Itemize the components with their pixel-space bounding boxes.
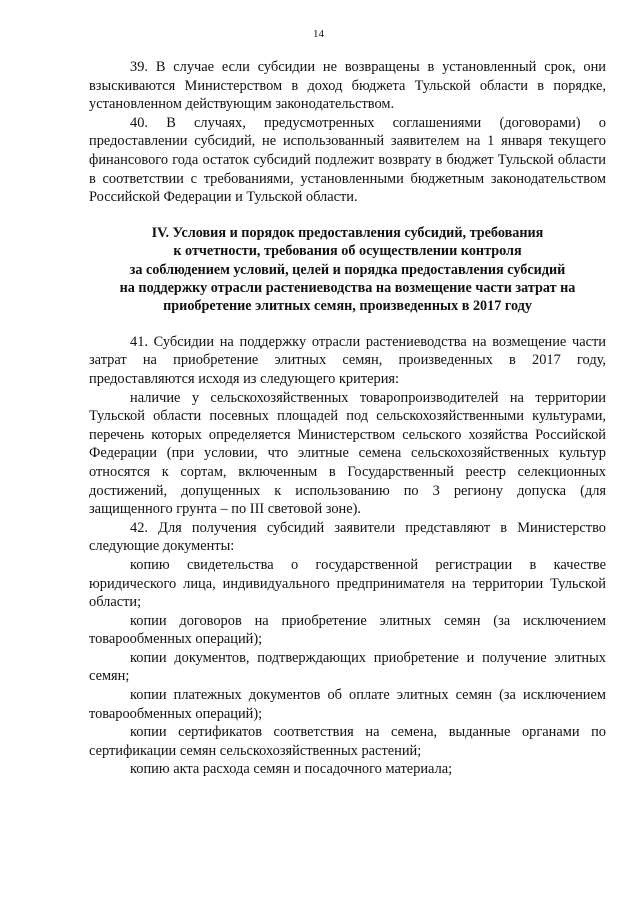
document-body [89, 58, 606, 779]
section-heading [89, 224, 606, 316]
document-item: копии платежных документов об оплате элитных семян (за исключением товарообменных операций); [89, 687, 606, 722]
document-item: копию свидетельства о государственной регистрации в качестве юридического лица, индивидуального предпринимателя на территории Тульской области; [89, 556, 606, 611]
criterion-paragraph: наличие у сельскохозяйственных товаропроизводителей на территории Тульской области посевных площадей под сельскохозяйственными культурами, перечень которых определяется Министерством сельского хозяйства Российской Федерации (при условии, что элитные семена сельскохозяйственных культур относятся к сортам, включенным в Государственный реестр селекционных достижений, допущенных к использованию по 3 региону допуска (для защищенного грунта – по III световой зоне). [89, 389, 606, 518]
section-heading-line: приобретение элитных семян, произведенных в 2017 году [163, 298, 532, 315]
document-item: копии документов, подтверждающих приобретение и получение элитных семян; [89, 649, 606, 685]
document-item: копию акта расхода семян и посадочного материала; [130, 761, 453, 778]
paragraph-40: 40. В случаях, предусмотренных соглашениями (договорами) о предоставлении субсидий, не использованный заявителем на 1 января текущего финансового года остаток субсидий подлежит возврату в бюджет Тульской области в соответствии с требованиями, установленными бюджетным законодательством Российской Федерации и Тульской области. [89, 114, 606, 206]
paragraph-39: 39. В случае если субсидии не возвращены в установленный срок, они взыскиваются Министерством в доход бюджета Тульской области в порядке, установленном действующим законодательством. [89, 59, 606, 113]
section-heading-line: к отчетности, требования об осуществлении контроля [173, 243, 522, 260]
paragraph-41: 41. Субсидии на поддержку отрасли растениеводства на возмещение части затрат на приобретение элитных семян, произведенных в 2017 году, предоставляются исходя из следующего критерия: [89, 333, 606, 387]
section-heading-line: на поддержку отрасли растениеводства на возмещение части затрат на [119, 279, 576, 296]
paragraph-42: 42. Для получения субсидий заявители представляют в Министерство следующие документы: [89, 519, 606, 555]
section-heading-line: за соблюдением условий, целей и порядка предоставления субсидий [129, 261, 566, 278]
document-item: копии договоров на приобретение элитных семян (за исключением товарообменных операций); [89, 612, 606, 648]
document-item: копии сертификатов соответствия на семена, выданные органами по сертификации семян сельскохозяйственных растений; [89, 724, 606, 759]
page-number: 14 [313, 28, 324, 40]
section-heading-line: IV. Условия и порядок предоставления субсидий, требования [151, 224, 544, 241]
